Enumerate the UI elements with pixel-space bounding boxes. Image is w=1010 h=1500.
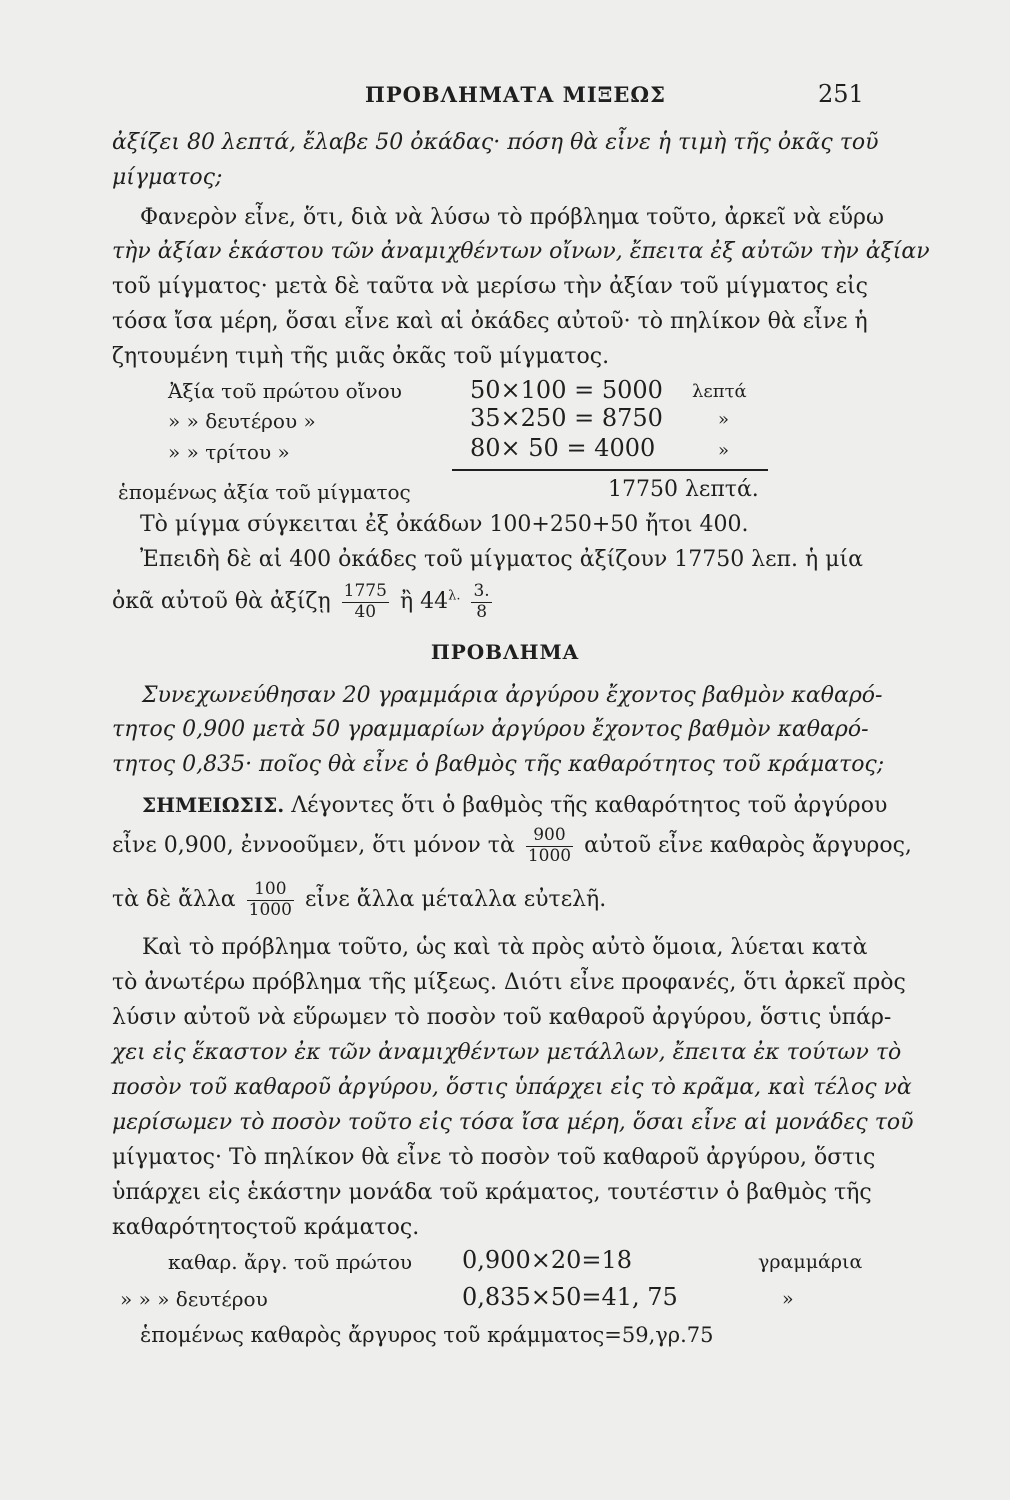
calc-row-calc: 0,835×50=41, 75 (462, 1283, 678, 1311)
text-line: ζητουμένη τιμὴ τῆς μιᾶς ὀκᾶς τοῦ μίγματος. (112, 344, 610, 369)
note-line (142, 793, 887, 818)
fraction-numerator: 1775 (343, 581, 387, 601)
fraction-denominator: 1000 (527, 845, 572, 866)
body-line: καθαρότητοςτοῦ κράματος. (112, 1215, 420, 1240)
table-row-label: Ἀξία τοῦ πρώτου οἴνου (168, 379, 402, 403)
body-line: ὑπάρχει εἰς ἑκάστην μονάδα τοῦ κράματος, τουτέστιν ὁ βαθμὸς τῆς (112, 1180, 872, 1205)
problem-heading: ΠΡΟΒΛΗΜΑ (430, 640, 580, 664)
note-text: τὰ δὲ ἄλλα (112, 887, 236, 913)
body-line: τὸ ἀνωτέρω πρόβλημα τῆς μίξεως. Διότι εἶνε προφανές, ὅτι ἀρκεῖ πρὸς (112, 970, 906, 995)
body-line: χει εἰς ἕκαστον ἐκ τῶν ἀναμιχθέντων μετάλλων, ἔπειτα ἐκ τούτων τὸ (112, 1040, 902, 1065)
body-line: Καὶ τὸ πρόβλημα τοῦτο, ὡς καὶ τὰ πρὸς αὐτὸ ὅμοια, λύεται κατὰ (142, 935, 868, 960)
note-text: Λέγοντες ὅτι ὁ βαθμὸς τῆς καθαρότητος τοῦ ἀργύρου (291, 793, 888, 818)
table-row-calc: 50×100 = 5000 (470, 376, 663, 404)
body-line: μερίσωμεν τὸ ποσὸν τοῦτο εἰς τόσα ἴσα μέρη, ὅσαι εἶνε αἱ μονάδες τοῦ (112, 1110, 914, 1135)
note-line (112, 880, 606, 920)
result-fraction (342, 582, 389, 622)
running-header-title: ΠΡΟΒΛΗΜΑΤΑ ΜΙΞΕΩΣ (365, 82, 666, 107)
fraction-denominator: 1000 (248, 899, 292, 920)
table-row-unit: λεπτά (692, 381, 747, 402)
body-line: μίγματος· Τὸ πηλίκον θὰ εἶνε τὸ ποσὸν τοῦ καθαροῦ ἀργύρου, ὅστις (112, 1145, 876, 1170)
calc-row-label: καθαρ. ἄργ. τοῦ πρώτου (168, 1250, 413, 1274)
text-line: Ἐπειδὴ δὲ αἱ 400 ὀκάδες τοῦ μίγματος ἀξίζουν 17750 λεπ. ἡ μία (140, 547, 863, 572)
result-prefix: ὀκᾶ αὐτοῦ θὰ ἀξίζῃ (112, 589, 331, 615)
table-row-calc: 80× 50 = 4000 (470, 434, 656, 462)
final-line: ἑπομένως καθαρὸς ἄργυρος τοῦ κράμματος=59,γρ.75 (140, 1323, 714, 1347)
text-line: τόσα ἴσα μέρη, ὅσαι εἶνε καὶ αἱ ὀκάδες αὐτοῦ· τὸ πηλίκον θὰ εἶνε ἡ (112, 309, 868, 334)
lambda-unit: λ. (448, 588, 461, 604)
fraction-numerator: 3. (473, 581, 490, 601)
note-label: ΣΗΜΕΙΩΣΙΣ. (142, 793, 285, 817)
text-line: τοῦ μίγματος· μετὰ δὲ ταῦτα νὰ μερίσω τὴν ἀξίαν τοῦ μίγματος εἰς (112, 274, 868, 299)
result-mid: ἢ 44 (399, 589, 449, 615)
problem-text-line: τητος 0,835· ποῖος θὰ εἶνε ὁ βαθμὸς τῆς καθαρότητος τοῦ κράματος; (112, 752, 885, 777)
table-row-unit: » (718, 440, 730, 461)
note-fraction (247, 880, 294, 920)
text-line: μίγματος; (112, 165, 223, 190)
table-row-label: » » δευτέρου » (168, 409, 316, 433)
total-value: 17750 λεπτά. (608, 477, 759, 502)
page-number: 251 (818, 80, 864, 108)
calc-row-unit: γραμμάρια (758, 1251, 863, 1273)
text-line: ἀξίζει 80 λεπτά, ἔλαβε 50 ὀκάδας· πόση θὰ εἶνε ἡ τιμὴ τῆς ὀκᾶς τοῦ (112, 130, 879, 155)
fraction-numerator: 900 (533, 825, 566, 845)
table-row-label: » » τρίτου » (168, 440, 290, 464)
total-label: ἑπομένως ἀξία τοῦ μίγματος (118, 480, 411, 504)
fraction-denominator: 40 (342, 602, 389, 623)
note-fraction (526, 826, 573, 866)
text-line: Φανερὸν εἶνε, ὅτι, διὰ νὰ λύσω τὸ πρόβλημα τοῦτο, ἀρκεῖ νὰ εὕρω (140, 205, 884, 230)
problem-text-line: Συνεχωνεύθησαν 20 γραμμάρια ἀργύρου ἔχοντος βαθμὸν καθαρό- (142, 683, 883, 708)
result-line (112, 582, 496, 622)
text-line: τὴν ἀξίαν ἑκάστου τῶν ἀναμιχθέντων οἴνων, ἔπειτα ἐξ αὐτῶν τὴν ἀξίαν (112, 239, 930, 264)
text-line: Τὸ μίγμα σύγκειται ἐξ ὀκάδων 100+250+50 ἤτοι 400. (140, 512, 749, 537)
fraction-numerator: 100 (254, 879, 287, 899)
fraction-denominator: 8 (471, 602, 491, 623)
note-text: εἶνε ἄλλα μέταλλα εὐτελῆ. (304, 887, 607, 913)
body-line: λύσιν αὐτοῦ νὰ εὕρωμεν τὸ ποσὸν τοῦ καθαροῦ ἀργύρου, ὅστις ὑπάρ- (112, 1005, 892, 1030)
body-line: ποσὸν τοῦ καθαροῦ ἀργύρου, ὅστις ὑπάρχει εἰς τὸ κρᾶμα, καὶ τέλος νὰ (112, 1075, 912, 1100)
note-text: εἶνε 0,900, ἐννοοῦμεν, ὅτι μόνον τὰ (112, 833, 515, 859)
note-line (112, 826, 912, 866)
result-fraction-2 (471, 582, 491, 622)
calc-row-unit: » (782, 1288, 794, 1310)
note-text: αὐτοῦ εἶνε καθαρὸς ἄργυρος, (584, 833, 912, 859)
table-row-calc: 35×250 = 8750 (470, 404, 663, 432)
calc-row-label: » » » δευτέρου (120, 1287, 268, 1311)
sum-rule (452, 469, 768, 471)
calc-row-calc: 0,900×20=18 (462, 1246, 633, 1274)
table-row-unit: » (718, 409, 730, 430)
problem-text-line: τητος 0,900 μετὰ 50 γραμμαρίων ἀργύρου ἔχοντος βαθμὸν καθαρό- (112, 717, 869, 742)
